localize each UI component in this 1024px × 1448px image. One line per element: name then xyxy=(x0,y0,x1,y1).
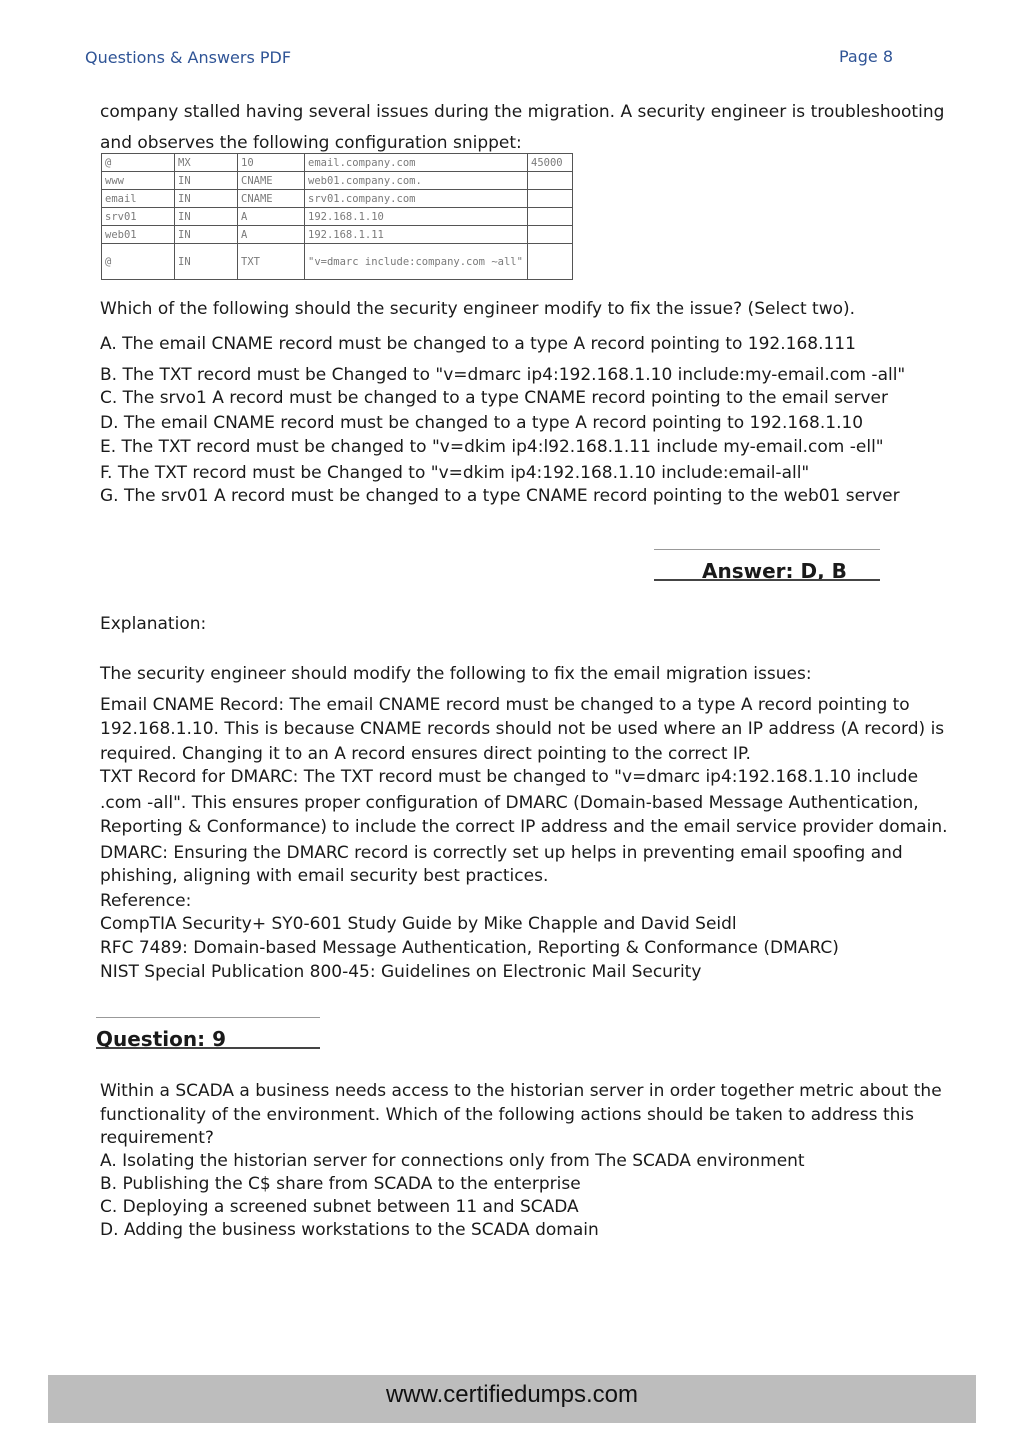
table-cell: www xyxy=(102,172,175,190)
reference-label: Reference: xyxy=(100,891,192,911)
table-cell: TXT xyxy=(238,244,305,280)
option-d: D. Adding the business workstations to the SCADA domain xyxy=(100,1220,599,1240)
option-b: B. Publishing the C$ share from SCADA to the enterprise xyxy=(100,1174,581,1194)
table-row xyxy=(102,172,573,190)
question-line: functionality of the environment. Which of the following actions should be taken to address this xyxy=(100,1105,914,1125)
explanation-label: Explanation: xyxy=(100,614,207,634)
option-e: E. The TXT record must be changed to "v=dkim ip4:l92.168.1.11 include my-email.com -ell" xyxy=(100,437,884,457)
explanation-line: .com -all". This ensures proper configuration of DMARC (Domain-based Message Authentication, xyxy=(100,793,919,813)
table-cell: 10 xyxy=(238,154,305,172)
option-c: C. Deploying a screened subnet between 11 and SCADA xyxy=(100,1197,579,1217)
option-c: C. The srvo1 A record must be changed to a type CNAME record pointing to the email server xyxy=(100,388,888,408)
table-cell xyxy=(528,172,573,190)
table-cell: 192.168.1.10 xyxy=(305,208,528,226)
reference-item: NIST Special Publication 800-45: Guidelines on Electronic Mail Security xyxy=(100,962,702,982)
dns-config-table xyxy=(101,153,573,280)
explanation-line: DMARC: Ensuring the DMARC record is correctly set up helps in preventing email spoofing and xyxy=(100,843,903,863)
table-cell: IN xyxy=(175,190,238,208)
question-line: requirement? xyxy=(100,1128,214,1148)
table-cell xyxy=(528,190,573,208)
option-a: A. The email CNAME record must be changed to a type A record pointing to 192.168.111 xyxy=(100,334,856,354)
table-cell: srv01 xyxy=(102,208,175,226)
question-prompt: Which of the following should the security engineer modify to fix the issue? (Select two). xyxy=(100,299,856,319)
table-cell xyxy=(528,208,573,226)
page-number: Page 8 xyxy=(839,47,893,66)
explanation-line: The security engineer should modify the following to fix the email migration issues: xyxy=(100,664,812,684)
option-d: D. The email CNAME record must be changed to a type A record pointing to 192.168.1.10 xyxy=(100,413,864,433)
table-cell: IN xyxy=(175,208,238,226)
reference-item: CompTIA Security+ SY0-601 Study Guide by Mike Chapple and David Seidl xyxy=(100,914,737,934)
table-cell xyxy=(528,226,573,244)
table-cell: @ xyxy=(102,244,175,280)
explanation-line: Email CNAME Record: The email CNAME record must be changed to a type A record pointing to xyxy=(100,695,910,715)
question-underline xyxy=(96,1047,320,1049)
table-cell: web01.company.com. xyxy=(305,172,528,190)
table-row xyxy=(102,208,573,226)
table-cell: 45000 xyxy=(528,154,573,172)
table-row xyxy=(102,154,573,172)
table-cell: IN xyxy=(175,172,238,190)
question-line: Within a SCADA a business needs access to the historian server in order together metric about the xyxy=(100,1081,942,1101)
option-g: G. The srv01 A record must be changed to a type CNAME record pointing to the web01 server xyxy=(100,486,900,506)
table-cell: A xyxy=(238,226,305,244)
question-title: Question: 9 xyxy=(96,1027,226,1051)
table-cell: IN xyxy=(175,244,238,280)
table-cell: 192.168.1.11 xyxy=(305,226,528,244)
option-f: F. The TXT record must be Changed to "v=dkim ip4:192.168.1.10 include:email-all" xyxy=(100,463,810,483)
header-title: Questions & Answers PDF xyxy=(85,48,292,67)
explanation-line: required. Changing it to an A record ensures direct pointing to the correct IP. xyxy=(100,744,751,764)
table-cell: CNAME xyxy=(238,172,305,190)
table-row xyxy=(102,244,573,280)
option-b: B. The TXT record must be Changed to "v=dmarc ip4:192.168.1.10 include:my-email.com -all" xyxy=(100,365,906,385)
table-cell: A xyxy=(238,208,305,226)
table-cell: email.company.com xyxy=(305,154,528,172)
option-a: A. Isolating the historian server for connections only from The SCADA environment xyxy=(100,1151,805,1171)
table-cell: srv01.company.com xyxy=(305,190,528,208)
footer-bar xyxy=(48,1375,976,1423)
answer-rule xyxy=(654,549,880,550)
table-cell: MX xyxy=(175,154,238,172)
intro-line: and observes the following configuration snippet: xyxy=(100,133,522,153)
reference-item: RFC 7489: Domain-based Message Authentication, Reporting & Conformance (DMARC) xyxy=(100,938,839,958)
table-cell: @ xyxy=(102,154,175,172)
question-rule xyxy=(96,1017,320,1018)
intro-line: company stalled having several issues during the migration. A security engineer is troubleshooting xyxy=(100,102,945,122)
explanation-line: phishing, aligning with email security best practices. xyxy=(100,866,549,886)
footer-url[interactable]: www.certifiedumps.com xyxy=(385,1381,639,1408)
table-row xyxy=(102,226,573,244)
table-cell: web01 xyxy=(102,226,175,244)
explanation-line: 192.168.1.10. This is because CNAME records should not be used where an IP address (A record) is xyxy=(100,719,945,739)
table-cell xyxy=(528,244,573,280)
answer-underline xyxy=(654,579,880,581)
table-cell: email xyxy=(102,190,175,208)
table-cell: "v=dmarc include:company.com ~all" xyxy=(305,244,528,280)
answer-label: Answer: D, B xyxy=(702,559,847,583)
explanation-line: Reporting & Conformance) to include the correct IP address and the email service provider domain. xyxy=(100,817,948,837)
table-cell: CNAME xyxy=(238,190,305,208)
table-cell: IN xyxy=(175,226,238,244)
table-row xyxy=(102,190,573,208)
explanation-line: TXT Record for DMARC: The TXT record must be changed to "v=dmarc ip4:192.168.1.10 include xyxy=(100,767,919,787)
